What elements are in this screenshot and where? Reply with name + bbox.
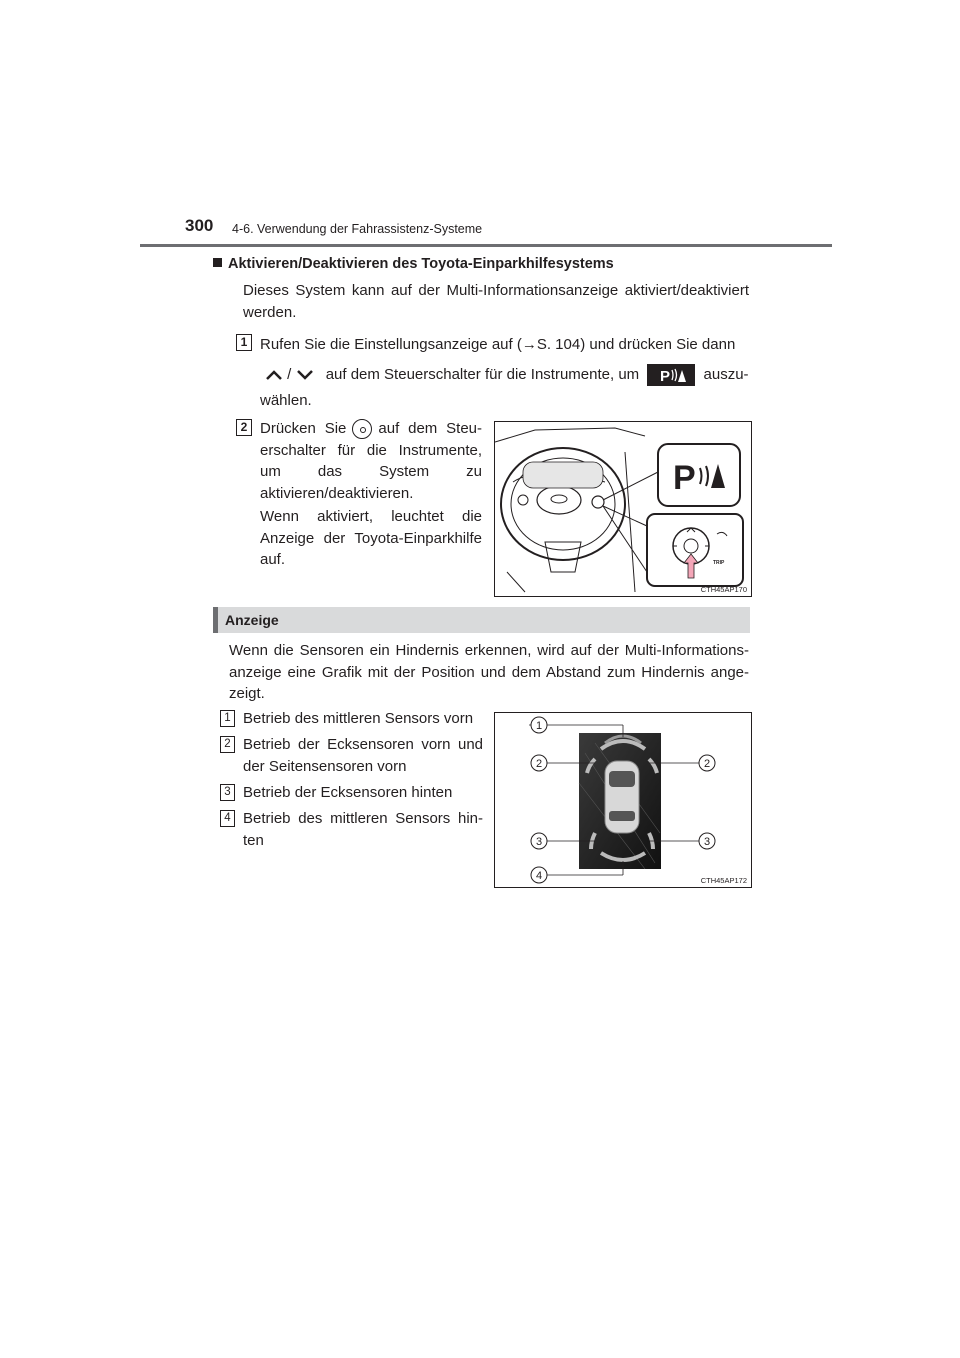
step-2-text: Drücken Sie auf dem Steu-erschalter für die Instrumente, um das System zu aktivieren/deaktivieren. bbox=[260, 420, 483, 502]
header-rule bbox=[140, 244, 832, 247]
sensor-display-figure bbox=[494, 712, 752, 888]
list-item-4-badge: 4 bbox=[220, 810, 235, 827]
step-1-text: Rufen Sie die Einstellungsanzeige auf (→S. 104) und drücken Sie dann bbox=[260, 336, 736, 353]
anzeige-intro: Wenn die Sensoren ein Hindernis erkennen, wird auf der Multi-Informations-anzeige eine Grafik mit der Position und dem Abstand zum Hindernis ange-zeigt. bbox=[229, 642, 749, 702]
step-2-note: Wenn aktiviert, leuchtet die Anzeige der Toyota-Einparkhilfe auf. bbox=[260, 508, 482, 568]
steering-wheel-illustration bbox=[495, 422, 751, 596]
callout-3-right: 3 bbox=[703, 836, 711, 848]
callout-4: 4 bbox=[535, 870, 543, 882]
figure-1-code: CTH45AP170 bbox=[700, 585, 747, 594]
list-item-2-badge: 2 bbox=[220, 736, 235, 753]
trip-label: TRIP bbox=[713, 560, 725, 566]
page-number: 300 bbox=[185, 216, 214, 235]
callout-3-left: 3 bbox=[535, 836, 543, 848]
ok-button-icon bbox=[352, 419, 372, 439]
step-1-line3: wählen. bbox=[260, 392, 312, 409]
list-item-4-text: Betrieb des mittleren Sensors hin-ten bbox=[243, 810, 483, 849]
list-item-2-text: Betrieb der Ecksensoren vorn und der Seitensensoren vorn bbox=[243, 736, 483, 775]
callout-1: 1 bbox=[535, 720, 543, 732]
step-1-line2: / auf dem Steuerschalter für die Instrumente, um P auszu- bbox=[265, 364, 750, 386]
list-item-3-badge: 3 bbox=[220, 784, 235, 801]
sensor-display-illustration bbox=[495, 713, 751, 887]
parking-assist-icon bbox=[647, 364, 695, 386]
chevron-up-icon bbox=[265, 368, 283, 382]
svg-text:P: P bbox=[673, 459, 696, 497]
chevron-down-icon bbox=[296, 368, 314, 382]
section-title: 4-6. Verwendung der Fahrassistenz-Systeme bbox=[232, 222, 483, 236]
step-2-badge: 2 bbox=[236, 419, 252, 436]
step-1-badge: 1 bbox=[236, 334, 252, 351]
activation-intro: Dieses System kann auf der Multi-Informationsanzeige aktiviert/deaktiviert werden. bbox=[243, 282, 749, 321]
callout-2-left: 2 bbox=[535, 758, 543, 770]
steering-wheel-figure bbox=[494, 421, 752, 597]
callout-2-right: 2 bbox=[703, 758, 711, 770]
list-item-3-text: Betrieb der Ecksensoren hinten bbox=[243, 784, 453, 801]
list-item-1-text: Betrieb des mittleren Sensors vorn bbox=[243, 710, 474, 727]
anzeige-section-bar bbox=[213, 607, 750, 633]
activation-heading: Aktivieren/Deaktivieren des Toyota-Einparkhilfesystems bbox=[213, 256, 614, 272]
square-bullet-icon bbox=[213, 258, 222, 267]
list-item-1-badge: 1 bbox=[220, 710, 235, 727]
svg-text:P: P bbox=[660, 368, 671, 386]
figure-2-code: CTH45AP172 bbox=[700, 876, 747, 885]
anzeige-title: Anzeige bbox=[225, 612, 279, 628]
